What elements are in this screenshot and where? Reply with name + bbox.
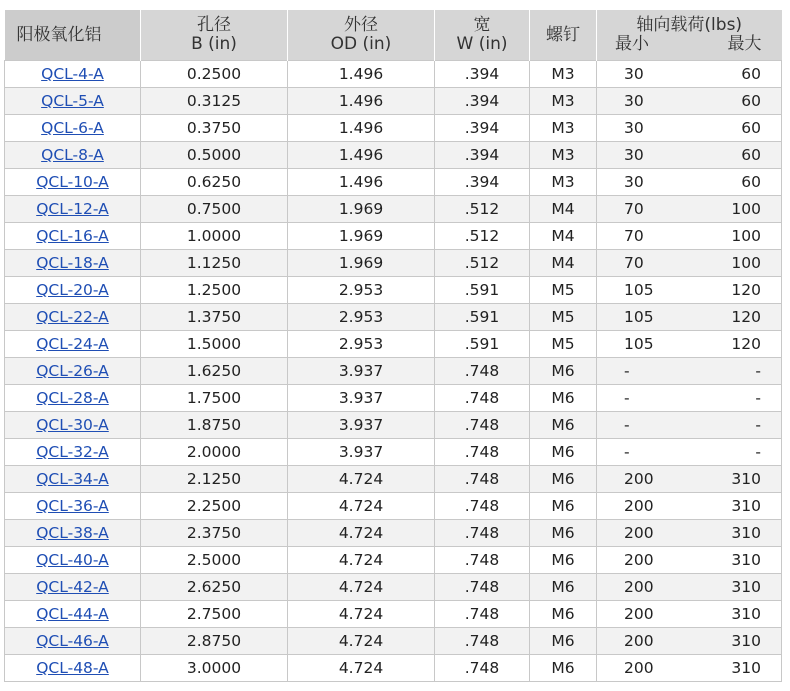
od-cell: 2.953 — [288, 277, 435, 304]
od-cell: 3.937 — [288, 412, 435, 439]
load-max-value: - — [755, 389, 761, 407]
od-cell: 4.724 — [288, 547, 435, 574]
axial-load-values — [597, 389, 781, 407]
bore-cell: 1.5000 — [141, 331, 288, 358]
bore-cell: 2.6250 — [141, 574, 288, 601]
part-number-cell — [5, 142, 141, 169]
part-number-link[interactable]: QCL-18-A — [36, 254, 109, 272]
bore-cell: 1.7500 — [141, 385, 288, 412]
header-od — [288, 10, 435, 61]
axial-load-values — [597, 524, 781, 542]
axial-load-values — [597, 551, 781, 569]
load-min-value: 105 — [624, 308, 654, 326]
load-max-value: 120 — [731, 308, 761, 326]
load-max-value: 120 — [731, 335, 761, 353]
screw-cell: M6 — [530, 574, 597, 601]
od-cell: 1.969 — [288, 196, 435, 223]
load-max-value: - — [755, 443, 761, 461]
width-cell: .748 — [435, 358, 530, 385]
width-cell: .394 — [435, 142, 530, 169]
od-cell: 4.724 — [288, 655, 435, 682]
header-load-subheaders — [597, 35, 782, 54]
width-cell: .591 — [435, 277, 530, 304]
part-number-link[interactable]: QCL-34-A — [36, 470, 109, 488]
table-body — [5, 61, 782, 682]
od-cell: 1.496 — [288, 88, 435, 115]
width-cell: .748 — [435, 601, 530, 628]
axial-load-values — [597, 497, 781, 515]
spec-table-container — [4, 10, 782, 682]
od-cell: 4.724 — [288, 493, 435, 520]
width-cell: .748 — [435, 547, 530, 574]
bore-cell: 2.8750 — [141, 628, 288, 655]
part-number-link[interactable]: QCL-4-A — [41, 65, 104, 83]
load-max-value: 310 — [731, 578, 761, 596]
axial-load-cell — [597, 547, 782, 574]
part-number-cell — [5, 277, 141, 304]
load-max-value: 310 — [731, 497, 761, 515]
bore-cell: 2.3750 — [141, 520, 288, 547]
load-min-value: 105 — [624, 335, 654, 353]
load-min-value: 30 — [624, 173, 644, 191]
bore-cell: 1.1250 — [141, 250, 288, 277]
load-min-value: - — [624, 389, 630, 407]
bore-cell: 0.5000 — [141, 142, 288, 169]
part-number-cell — [5, 331, 141, 358]
part-number-cell — [5, 439, 141, 466]
part-number-cell — [5, 412, 141, 439]
axial-load-cell — [597, 304, 782, 331]
load-min-value: 70 — [624, 200, 644, 218]
width-cell: .748 — [435, 628, 530, 655]
load-min-value: 30 — [624, 65, 644, 83]
load-max-value: 310 — [731, 605, 761, 623]
part-number-cell — [5, 655, 141, 682]
bore-cell: 0.3750 — [141, 115, 288, 142]
part-number-link[interactable]: QCL-20-A — [36, 281, 109, 299]
axial-load-cell — [597, 358, 782, 385]
axial-load-cell — [597, 601, 782, 628]
load-max-value: 310 — [731, 524, 761, 542]
width-cell: .748 — [435, 466, 530, 493]
axial-load-cell — [597, 250, 782, 277]
axial-load-cell — [597, 412, 782, 439]
od-cell: 2.953 — [288, 304, 435, 331]
table-row — [5, 223, 782, 250]
width-cell: .748 — [435, 655, 530, 682]
header-width-label: 宽 — [473, 15, 491, 35]
od-cell: 1.969 — [288, 250, 435, 277]
screw-cell: M6 — [530, 385, 597, 412]
load-max-value: 120 — [731, 281, 761, 299]
load-max-value: - — [755, 362, 761, 380]
load-min-value: 30 — [624, 146, 644, 164]
load-min-value: 200 — [624, 524, 654, 542]
part-number-link[interactable]: QCL-36-A — [36, 497, 109, 515]
part-number-link[interactable]: QCL-44-A — [36, 605, 109, 623]
screw-cell: M6 — [530, 655, 597, 682]
axial-load-cell — [597, 196, 782, 223]
part-number-link[interactable]: QCL-6-A — [41, 119, 104, 137]
header-bore-unit: B (in) — [191, 34, 237, 54]
header-bore-label: 孔径 — [197, 15, 231, 35]
axial-load-cell — [597, 466, 782, 493]
axial-load-cell — [597, 385, 782, 412]
od-cell: 4.724 — [288, 520, 435, 547]
part-number-cell — [5, 466, 141, 493]
axial-load-cell — [597, 439, 782, 466]
load-max-value: - — [755, 416, 761, 434]
screw-cell: M6 — [530, 358, 597, 385]
part-number-link[interactable]: QCL-48-A — [36, 659, 109, 677]
header-load-max: 最大 — [727, 34, 762, 54]
axial-load-values — [597, 254, 781, 272]
load-max-value: 60 — [741, 92, 761, 110]
axial-load-cell — [597, 223, 782, 250]
od-cell: 3.937 — [288, 385, 435, 412]
screw-cell: M6 — [530, 601, 597, 628]
part-number-link[interactable]: QCL-42-A — [36, 578, 109, 596]
axial-load-values — [597, 335, 781, 353]
axial-load-cell — [597, 493, 782, 520]
axial-load-cell — [597, 61, 782, 88]
part-number-link[interactable]: QCL-10-A — [36, 173, 109, 191]
spec-table — [4, 10, 782, 682]
axial-load-cell — [597, 115, 782, 142]
part-number-link[interactable]: QCL-16-A — [36, 227, 109, 245]
load-min-value: 200 — [624, 578, 654, 596]
part-number-cell — [5, 628, 141, 655]
table-row — [5, 385, 782, 412]
axial-load-values — [597, 443, 781, 461]
load-min-value: 30 — [624, 92, 644, 110]
part-number-cell — [5, 304, 141, 331]
axial-load-values — [597, 119, 781, 137]
part-number-cell — [5, 196, 141, 223]
screw-cell: M3 — [530, 142, 597, 169]
part-number-link[interactable]: QCL-26-A — [36, 362, 109, 380]
width-cell: .748 — [435, 520, 530, 547]
header-screw: 螺钉 — [530, 10, 597, 61]
od-cell: 1.496 — [288, 142, 435, 169]
table-row — [5, 115, 782, 142]
od-cell: 1.496 — [288, 61, 435, 88]
table-row — [5, 574, 782, 601]
width-cell: .748 — [435, 574, 530, 601]
screw-cell: M5 — [530, 277, 597, 304]
bore-cell: 1.8750 — [141, 412, 288, 439]
axial-load-cell — [597, 628, 782, 655]
part-number-link[interactable]: QCL-8-A — [41, 146, 104, 164]
od-cell: 3.937 — [288, 439, 435, 466]
axial-load-values — [597, 173, 781, 191]
screw-cell: M3 — [530, 61, 597, 88]
load-max-value: 60 — [741, 146, 761, 164]
axial-load-cell — [597, 142, 782, 169]
axial-load-cell — [597, 331, 782, 358]
header-od-unit: OD (in) — [330, 34, 392, 54]
table-row — [5, 169, 782, 196]
od-cell: 3.937 — [288, 358, 435, 385]
load-max-value: 310 — [731, 551, 761, 569]
load-max-value: 60 — [741, 119, 761, 137]
od-cell: 4.724 — [288, 601, 435, 628]
bore-cell: 0.6250 — [141, 169, 288, 196]
table-row — [5, 304, 782, 331]
part-number-cell — [5, 493, 141, 520]
screw-cell: M6 — [530, 439, 597, 466]
bore-cell: 0.2500 — [141, 61, 288, 88]
table-row — [5, 142, 782, 169]
table-row — [5, 520, 782, 547]
table-row — [5, 439, 782, 466]
width-cell: .591 — [435, 304, 530, 331]
part-number-cell — [5, 169, 141, 196]
table-row — [5, 196, 782, 223]
header-material: 阳极氧化铝 — [5, 10, 141, 61]
screw-cell: M6 — [530, 628, 597, 655]
header-width-unit: W (in) — [456, 34, 508, 54]
bore-cell: 2.5000 — [141, 547, 288, 574]
part-number-cell — [5, 115, 141, 142]
part-number-link[interactable]: QCL-32-A — [36, 443, 109, 461]
load-max-value: 100 — [731, 200, 761, 218]
axial-load-values — [597, 146, 781, 164]
axial-load-values — [597, 578, 781, 596]
bore-cell: 1.6250 — [141, 358, 288, 385]
part-number-link[interactable]: QCL-46-A — [36, 632, 109, 650]
width-cell: .394 — [435, 61, 530, 88]
width-cell: .748 — [435, 385, 530, 412]
screw-cell: M4 — [530, 223, 597, 250]
table-row — [5, 358, 782, 385]
axial-load-cell — [597, 88, 782, 115]
load-min-value: - — [624, 443, 630, 461]
axial-load-values — [597, 92, 781, 110]
bore-cell: 2.1250 — [141, 466, 288, 493]
bore-cell: 0.7500 — [141, 196, 288, 223]
screw-cell: M6 — [530, 412, 597, 439]
width-cell: .512 — [435, 196, 530, 223]
load-min-value: - — [624, 362, 630, 380]
axial-load-values — [597, 659, 781, 677]
width-cell: .512 — [435, 250, 530, 277]
header-load-min: 最小 — [615, 34, 649, 54]
header-load-label: 轴向载荷(lbs) — [636, 15, 743, 35]
part-number-link[interactable]: QCL-38-A — [36, 524, 109, 542]
axial-load-cell — [597, 169, 782, 196]
bore-cell: 1.3750 — [141, 304, 288, 331]
load-max-value: 60 — [741, 65, 761, 83]
table-row — [5, 601, 782, 628]
axial-load-values — [597, 227, 781, 245]
od-cell: 1.969 — [288, 223, 435, 250]
axial-load-values — [597, 281, 781, 299]
axial-load-cell — [597, 655, 782, 682]
table-row — [5, 88, 782, 115]
od-cell: 4.724 — [288, 466, 435, 493]
table-row — [5, 628, 782, 655]
table-row — [5, 331, 782, 358]
table-row — [5, 277, 782, 304]
axial-load-values — [597, 308, 781, 326]
screw-cell: M6 — [530, 466, 597, 493]
width-cell: .748 — [435, 412, 530, 439]
axial-load-cell — [597, 520, 782, 547]
part-number-cell — [5, 601, 141, 628]
table-row — [5, 547, 782, 574]
axial-load-cell — [597, 277, 782, 304]
screw-cell: M4 — [530, 196, 597, 223]
width-cell: .512 — [435, 223, 530, 250]
table-row — [5, 655, 782, 682]
axial-load-values — [597, 470, 781, 488]
axial-load-values — [597, 632, 781, 650]
part-number-link[interactable]: QCL-24-A — [36, 335, 109, 353]
bore-cell: 0.3125 — [141, 88, 288, 115]
header-od-label: 外径 — [344, 15, 378, 35]
load-min-value: 200 — [624, 632, 654, 650]
screw-cell: M3 — [530, 88, 597, 115]
od-cell: 4.724 — [288, 628, 435, 655]
axial-load-values — [597, 605, 781, 623]
part-number-link[interactable]: QCL-22-A — [36, 308, 109, 326]
part-number-cell — [5, 250, 141, 277]
part-number-cell — [5, 385, 141, 412]
table-row — [5, 466, 782, 493]
od-cell: 1.496 — [288, 115, 435, 142]
load-min-value: 70 — [624, 254, 644, 272]
part-number-cell — [5, 61, 141, 88]
screw-cell: M5 — [530, 304, 597, 331]
bore-cell: 1.0000 — [141, 223, 288, 250]
bore-cell: 2.0000 — [141, 439, 288, 466]
load-max-value: 310 — [731, 659, 761, 677]
width-cell: .748 — [435, 439, 530, 466]
width-cell: .748 — [435, 493, 530, 520]
screw-cell: M6 — [530, 547, 597, 574]
load-min-value: 30 — [624, 119, 644, 137]
part-number-cell — [5, 574, 141, 601]
load-min-value: 70 — [624, 227, 644, 245]
part-number-cell — [5, 520, 141, 547]
header-bore — [141, 10, 288, 61]
part-number-link[interactable]: QCL-5-A — [41, 92, 104, 110]
load-max-value: 310 — [731, 470, 761, 488]
part-number-cell — [5, 547, 141, 574]
part-number-cell — [5, 88, 141, 115]
screw-cell: M4 — [530, 250, 597, 277]
part-number-link[interactable]: QCL-28-A — [36, 389, 109, 407]
axial-load-cell — [597, 574, 782, 601]
part-number-link[interactable]: QCL-12-A — [36, 200, 109, 218]
header-axial-load — [597, 10, 782, 61]
part-number-cell — [5, 223, 141, 250]
width-cell: .394 — [435, 169, 530, 196]
load-min-value: - — [624, 416, 630, 434]
load-min-value: 105 — [624, 281, 654, 299]
table-row — [5, 250, 782, 277]
axial-load-values — [597, 416, 781, 434]
table-row — [5, 412, 782, 439]
part-number-link[interactable]: QCL-30-A — [36, 416, 109, 434]
width-cell: .394 — [435, 88, 530, 115]
part-number-link[interactable]: QCL-40-A — [36, 551, 109, 569]
table-row — [5, 61, 782, 88]
load-max-value: 60 — [741, 173, 761, 191]
load-max-value: 100 — [731, 254, 761, 272]
header-width — [435, 10, 530, 61]
load-min-value: 200 — [624, 470, 654, 488]
screw-cell: M6 — [530, 493, 597, 520]
header-row — [5, 10, 782, 61]
load-max-value: 310 — [731, 632, 761, 650]
od-cell: 2.953 — [288, 331, 435, 358]
load-min-value: 200 — [624, 605, 654, 623]
load-max-value: 100 — [731, 227, 761, 245]
table-row — [5, 493, 782, 520]
axial-load-values — [597, 65, 781, 83]
load-min-value: 200 — [624, 551, 654, 569]
part-number-cell — [5, 358, 141, 385]
bore-cell: 3.0000 — [141, 655, 288, 682]
table-header — [5, 10, 782, 61]
screw-cell: M6 — [530, 520, 597, 547]
screw-cell: M3 — [530, 169, 597, 196]
load-min-value: 200 — [624, 659, 654, 677]
bore-cell: 2.7500 — [141, 601, 288, 628]
load-min-value: 200 — [624, 497, 654, 515]
bore-cell: 1.2500 — [141, 277, 288, 304]
axial-load-values — [597, 200, 781, 218]
width-cell: .591 — [435, 331, 530, 358]
od-cell: 4.724 — [288, 574, 435, 601]
axial-load-values — [597, 362, 781, 380]
screw-cell: M5 — [530, 331, 597, 358]
screw-cell: M3 — [530, 115, 597, 142]
od-cell: 1.496 — [288, 169, 435, 196]
width-cell: .394 — [435, 115, 530, 142]
bore-cell: 2.2500 — [141, 493, 288, 520]
